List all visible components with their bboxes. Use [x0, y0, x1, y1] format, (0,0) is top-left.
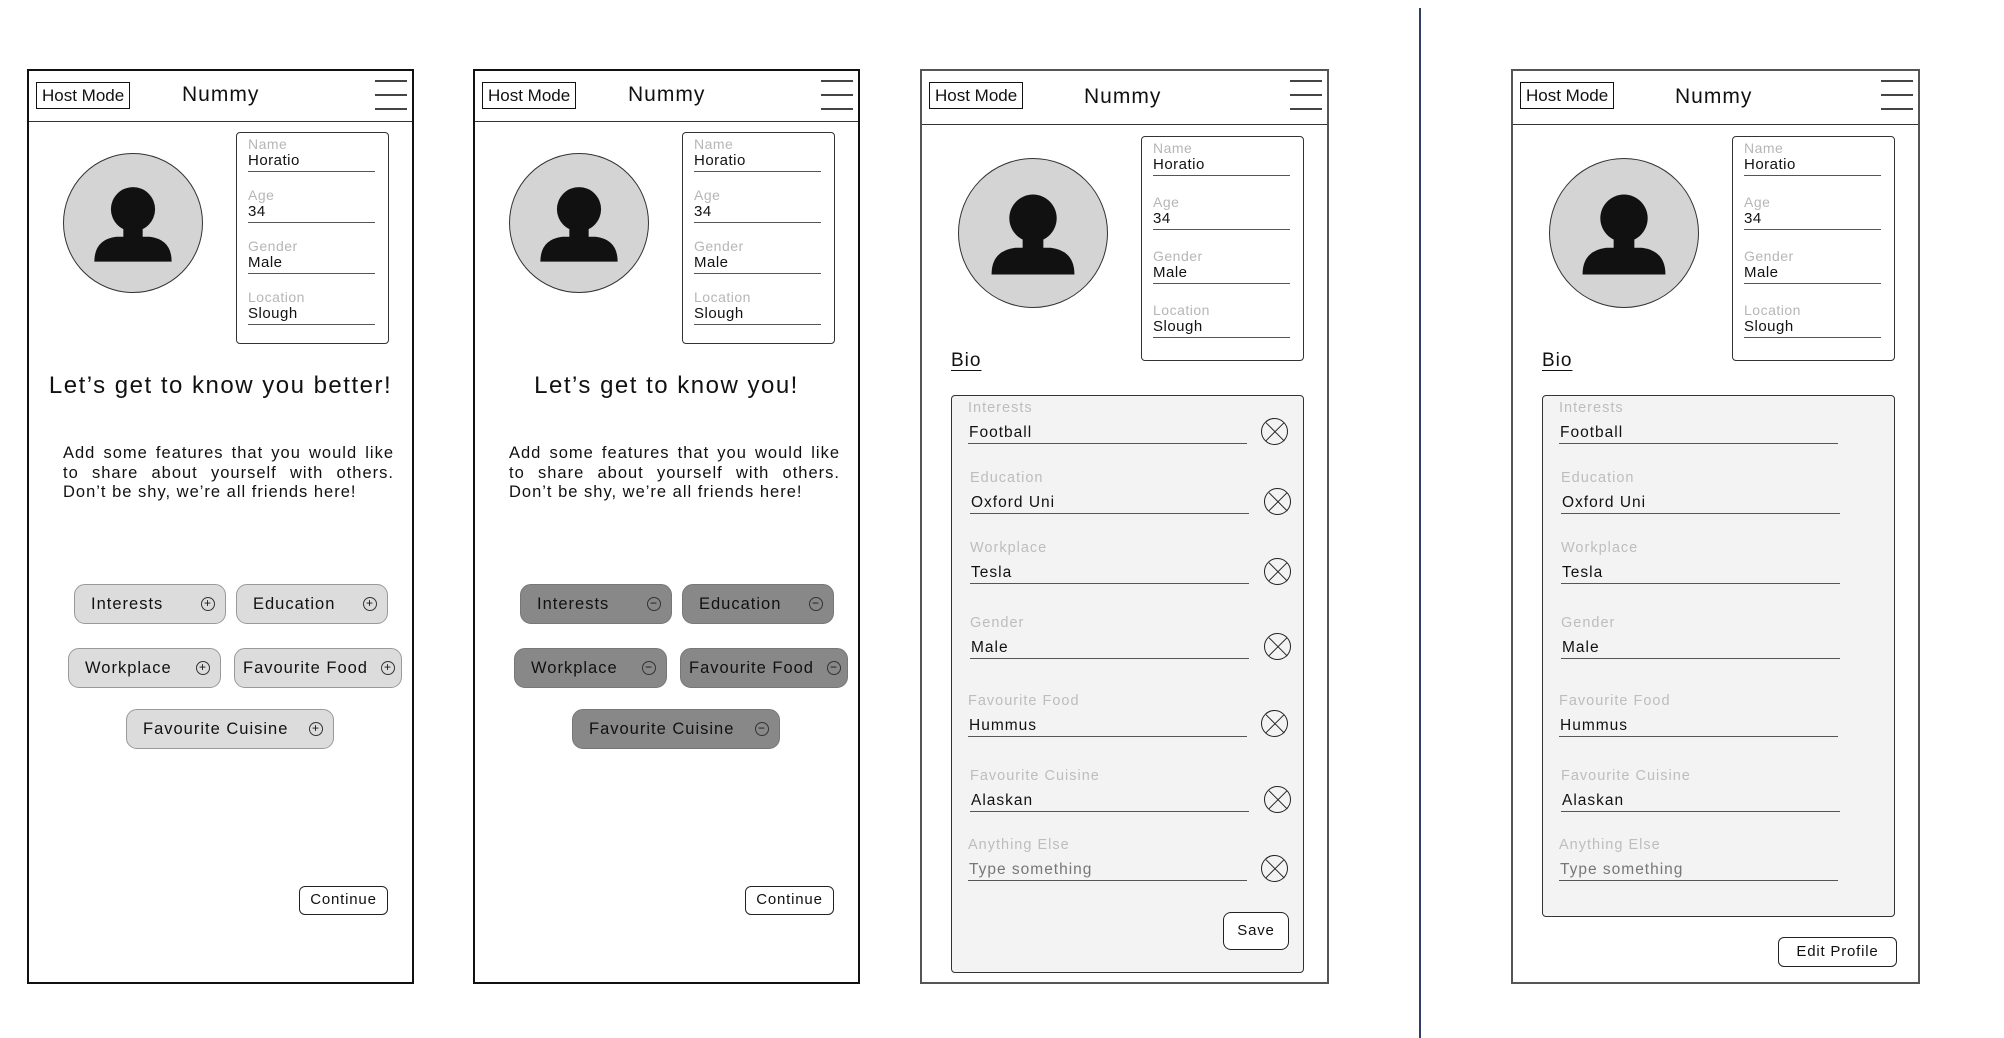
location-field[interactable]: Slough	[1153, 318, 1290, 338]
location-label: Location	[248, 289, 305, 305]
chip-workplace[interactable]: Workplace −	[514, 648, 667, 688]
chip-education[interactable]: Education −	[682, 584, 834, 624]
host-mode-button[interactable]: Host Mode	[929, 82, 1023, 109]
avatar	[958, 158, 1108, 308]
age-label: Age	[248, 187, 275, 203]
remove-favourite-food-icon[interactable]	[1261, 710, 1288, 737]
host-mode-button[interactable]: Host Mode	[36, 82, 130, 109]
education-field[interactable]: Oxford Uni	[970, 493, 1249, 514]
bio-field-label: Anything Else	[968, 837, 1070, 853]
profile-card	[236, 132, 389, 344]
bio-field-label: Education	[1561, 470, 1635, 486]
remove-anything-else-icon[interactable]	[1261, 855, 1288, 882]
onboarding-heading: Let’s get to know you!	[534, 372, 799, 399]
favourite-cuisine-field[interactable]: Alaskan	[970, 791, 1249, 812]
age-field[interactable]: 34	[1744, 210, 1881, 230]
edit-profile-button[interactable]: Edit Profile	[1778, 937, 1897, 967]
bio-title: Bio	[951, 350, 982, 371]
chip-education[interactable]: Education +	[236, 584, 388, 624]
onboarding-description: Add some features that you would like to share about yourself with others. Don’t be shy, we’re all friends here!	[509, 444, 840, 501]
chip-favourite-food[interactable]: Favourite Food +	[234, 648, 402, 688]
gender-label: Gender	[1153, 248, 1203, 264]
remove-interests-icon[interactable]	[1261, 418, 1288, 445]
bio-field-label: Education	[970, 470, 1044, 486]
bio-field-label: Interests	[968, 400, 1033, 416]
section-divider	[1419, 8, 1421, 1038]
bio-field-label: Favourite Food	[968, 693, 1080, 709]
bio-panel	[1542, 395, 1895, 917]
minus-icon: −	[827, 661, 841, 675]
bio-field-label: Favourite Cuisine	[1561, 768, 1691, 784]
plus-icon: +	[309, 722, 323, 736]
gender-field[interactable]: Male	[1153, 264, 1290, 284]
remove-gender-icon[interactable]	[1264, 633, 1291, 660]
bio-field-label: Interests	[1559, 400, 1624, 416]
interests-field: Football	[1559, 423, 1838, 444]
workplace-field: Tesla	[1561, 563, 1840, 584]
bio-field-label: Workplace	[970, 540, 1048, 556]
workplace-field[interactable]: Tesla	[970, 563, 1249, 584]
gender-field[interactable]: Male	[248, 254, 375, 274]
location-field[interactable]: Slough	[248, 305, 375, 325]
location-label: Location	[694, 289, 751, 305]
onboarding-heading: Let’s get to know you better!	[48, 372, 393, 399]
location-label: Location	[1153, 302, 1210, 318]
continue-button[interactable]: Continue	[745, 886, 834, 915]
plus-icon: +	[381, 661, 395, 675]
bio-field-label: Anything Else	[1559, 837, 1661, 853]
avatar	[63, 153, 203, 293]
name-field[interactable]: Horatio	[694, 152, 821, 172]
favourite-food-field: Hummus	[1559, 716, 1838, 737]
bio-field-label: Workplace	[1561, 540, 1639, 556]
gender-bio-field[interactable]: Male	[970, 638, 1249, 659]
location-field[interactable]: Slough	[694, 305, 821, 325]
avatar	[1549, 158, 1699, 308]
avatar	[509, 153, 649, 293]
chip-favourite-food[interactable]: Favourite Food −	[680, 648, 848, 688]
age-label: Age	[694, 187, 721, 203]
onboarding-description: Add some features that you would like to share about yourself with others. Don’t be shy, we’re all friends here!	[63, 444, 394, 501]
anything-else-field: Type something	[1559, 860, 1838, 881]
hamburger-menu-icon[interactable]	[1881, 80, 1913, 110]
gender-field[interactable]: Male	[694, 254, 821, 274]
app-title: Nummy	[182, 83, 260, 106]
location-label: Location	[1744, 302, 1801, 318]
hamburger-menu-icon[interactable]	[1290, 80, 1322, 110]
age-label: Age	[1744, 194, 1771, 210]
bio-panel	[951, 395, 1304, 973]
name-field[interactable]: Horatio	[248, 152, 375, 172]
app-title: Nummy	[1675, 85, 1753, 108]
interests-field[interactable]: Football	[968, 423, 1247, 444]
profile-card	[1141, 136, 1304, 361]
host-mode-button[interactable]: Host Mode	[482, 82, 576, 109]
age-field[interactable]: 34	[1153, 210, 1290, 230]
chip-interests[interactable]: Interests +	[74, 584, 226, 624]
user-silhouette-icon	[64, 154, 202, 292]
top-bar	[922, 71, 1327, 125]
favourite-food-field[interactable]: Hummus	[968, 716, 1247, 737]
name-label: Name	[694, 136, 734, 152]
screen-onboarding-selected-features	[473, 69, 860, 984]
top-bar	[1513, 71, 1918, 125]
bio-field-label: Favourite Food	[1559, 693, 1671, 709]
app-title: Nummy	[628, 83, 706, 106]
gender-label: Gender	[248, 238, 298, 254]
hamburger-menu-icon[interactable]	[821, 80, 853, 110]
gender-label: Gender	[1744, 248, 1794, 264]
name-label: Name	[1153, 140, 1193, 156]
anything-else-field[interactable]: Type something	[968, 860, 1247, 881]
minus-icon: −	[642, 661, 656, 675]
continue-button[interactable]: Continue	[299, 886, 388, 915]
remove-workplace-icon[interactable]	[1264, 558, 1291, 585]
app-title: Nummy	[1084, 85, 1162, 108]
remove-education-icon[interactable]	[1264, 488, 1291, 515]
gender-label: Gender	[694, 238, 744, 254]
name-label: Name	[1744, 140, 1784, 156]
top-bar	[29, 71, 412, 122]
bio-field-label: Favourite Cuisine	[970, 768, 1100, 784]
education-field: Oxford Uni	[1561, 493, 1840, 514]
profile-card	[682, 132, 835, 344]
location-field[interactable]: Slough	[1744, 318, 1881, 338]
screen-profile-view	[1511, 69, 1920, 984]
name-field[interactable]: Horatio	[1153, 156, 1290, 176]
bio-field-label: Gender	[1561, 615, 1616, 631]
screen-edit-bio	[920, 69, 1329, 984]
favourite-cuisine-field: Alaskan	[1561, 791, 1840, 812]
gender-bio-field: Male	[1561, 638, 1840, 659]
age-field[interactable]: 34	[248, 203, 375, 223]
gender-field[interactable]: Male	[1744, 264, 1881, 284]
name-label: Name	[248, 136, 288, 152]
chip-interests[interactable]: Interests −	[520, 584, 672, 624]
save-button[interactable]: Save	[1223, 912, 1289, 950]
bio-field-label: Gender	[970, 615, 1025, 631]
age-label: Age	[1153, 194, 1180, 210]
chip-favourite-cuisine[interactable]: Favourite Cuisine +	[126, 709, 334, 749]
bio-title: Bio	[1542, 350, 1573, 371]
minus-icon: −	[755, 722, 769, 736]
age-field[interactable]: 34	[694, 203, 821, 223]
host-mode-button[interactable]: Host Mode	[1520, 82, 1614, 109]
minus-icon: −	[809, 597, 823, 611]
remove-favourite-cuisine-icon[interactable]	[1264, 786, 1291, 813]
minus-icon: −	[647, 597, 661, 611]
plus-icon: +	[363, 597, 377, 611]
plus-icon: +	[196, 661, 210, 675]
chip-favourite-cuisine[interactable]: Favourite Cuisine −	[572, 709, 780, 749]
plus-icon: +	[201, 597, 215, 611]
user-silhouette-icon	[510, 154, 648, 292]
hamburger-menu-icon[interactable]	[375, 80, 407, 110]
top-bar	[475, 71, 858, 122]
chip-workplace[interactable]: Workplace +	[68, 648, 221, 688]
profile-card	[1732, 136, 1895, 361]
name-field[interactable]: Horatio	[1744, 156, 1881, 176]
screen-onboarding-add-features	[27, 69, 414, 984]
user-silhouette-icon	[959, 159, 1107, 307]
user-silhouette-icon	[1550, 159, 1698, 307]
